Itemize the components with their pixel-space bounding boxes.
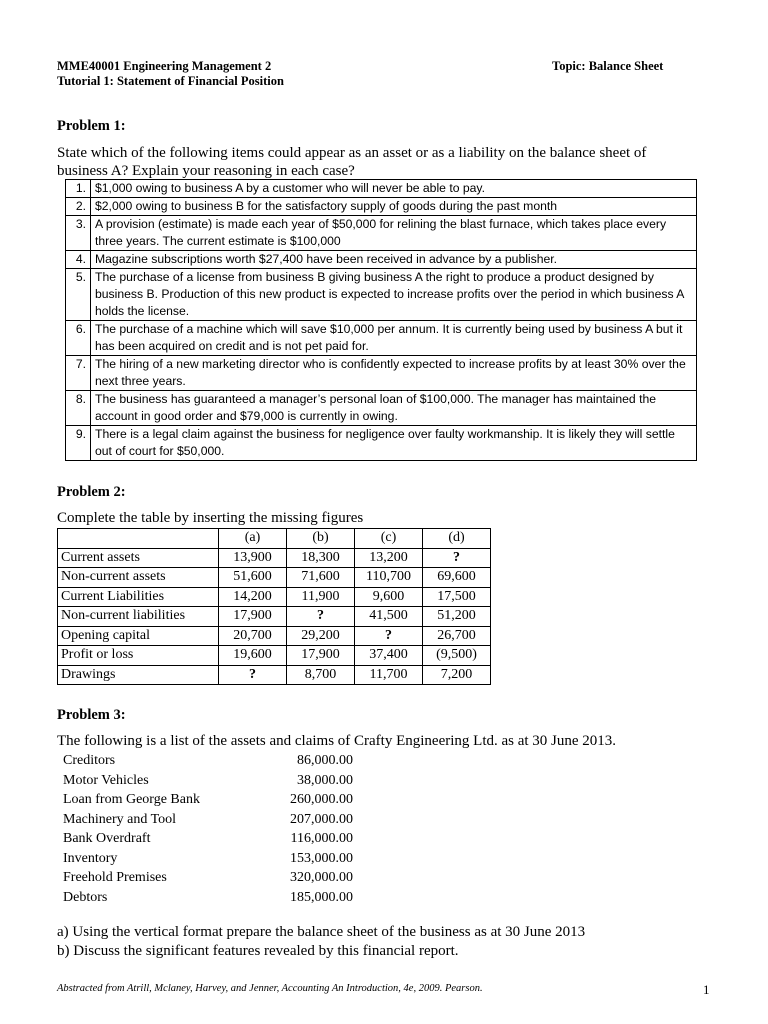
row-label: Drawings xyxy=(58,665,219,685)
value-cell: 13,200 xyxy=(355,548,423,568)
list-item xyxy=(63,829,353,848)
value-cell: 11,900 xyxy=(287,587,355,607)
item-number: 3. xyxy=(66,216,91,251)
item-amount: 207,000.00 xyxy=(290,811,353,827)
tutorial-title: Tutorial 1: Statement of Financial Position xyxy=(57,74,284,88)
problem1-intro-line2: business A? Explain your reasoning in each case? xyxy=(57,163,355,179)
item-number: 9. xyxy=(66,426,91,461)
table-row xyxy=(58,607,491,627)
row-label: Current assets xyxy=(58,548,219,568)
row-label: Profit or loss xyxy=(58,646,219,666)
value-cell: 14,200 xyxy=(219,587,287,607)
source-citation: Abstracted from Atrill, Mclaney, Harvey, and Jenner, Accounting An Introduction, 4e, 2009. Pearson. xyxy=(57,983,483,994)
item-amount: 185,000.00 xyxy=(290,889,353,905)
table-row xyxy=(66,321,697,356)
value-cell: 19,600 xyxy=(219,646,287,666)
problem3-intro: The following is a list of the assets and claims of Crafty Engineering Ltd. as at 30 June 2013. xyxy=(57,733,617,749)
column-header: (a) xyxy=(219,529,287,549)
list-item xyxy=(63,849,353,868)
item-number: 2. xyxy=(66,198,91,216)
item-text: The purchase of a machine which will save $10,000 per annum. It is currently being used by business A but it has been acquired on credit and is not pet paid for. xyxy=(91,321,697,356)
problem1-intro-line1: State which of the following items could appear as an asset or as a liability on the balance sheet of xyxy=(57,145,647,161)
problem1-heading: Problem 1: xyxy=(57,118,126,134)
value-cell: 8,700 xyxy=(287,665,355,685)
value-cell: (9,500) xyxy=(423,646,491,666)
course-code: MME40001 Engineering Management 2 xyxy=(57,59,272,73)
item-name: Motor Vehicles xyxy=(63,772,149,788)
table-row xyxy=(66,198,697,216)
problem2-intro: Complete the table by inserting the missing figures xyxy=(57,510,364,526)
value-cell: 71,600 xyxy=(287,568,355,588)
item-number: 7. xyxy=(66,356,91,391)
value-cell: 17,500 xyxy=(423,587,491,607)
item-name: Creditors xyxy=(63,753,116,768)
list-item xyxy=(63,771,353,790)
table-header-row xyxy=(58,529,491,549)
value-cell: 20,700 xyxy=(219,626,287,646)
item-text: The business has guaranteed a manager’s personal loan of $100,000. The manager has maintained the account in good order and $79,000 is currently in owing. xyxy=(91,391,697,426)
column-header: (b) xyxy=(287,529,355,549)
value-cell: 9,600 xyxy=(355,587,423,607)
value-cell: 110,700 xyxy=(355,568,423,588)
page-number: 1 xyxy=(703,982,710,997)
item-amount: 116,000.00 xyxy=(290,831,353,846)
table-row xyxy=(66,391,697,426)
item-name: Loan from George Bank xyxy=(63,792,200,807)
problem2-heading: Problem 2: xyxy=(57,484,126,500)
item-name: Inventory xyxy=(63,850,118,866)
value-cell: 17,900 xyxy=(219,607,287,627)
item-number: 6. xyxy=(66,321,91,356)
problem2-table xyxy=(57,528,491,685)
table-row xyxy=(58,568,491,588)
table-corner-cell xyxy=(58,529,219,549)
column-header: (d) xyxy=(423,529,491,549)
row-label: Opening capital xyxy=(58,626,219,646)
item-name: Machinery and Tool xyxy=(63,811,177,827)
item-text: There is a legal claim against the business for negligence over faulty workmanship. It is likely they will settle out of court for $50,000. xyxy=(91,426,697,461)
value-cell: 17,900 xyxy=(287,646,355,666)
table-row xyxy=(58,587,491,607)
item-number: 5. xyxy=(66,269,91,321)
missing-value-cell: ? xyxy=(287,607,355,627)
problem3-heading: Problem 3: xyxy=(57,707,126,723)
item-name: Bank Overdraft xyxy=(63,831,151,846)
item-name: Freehold Premises xyxy=(63,870,167,885)
value-cell: 51,200 xyxy=(423,607,491,627)
table-row xyxy=(58,626,491,646)
item-text: Magazine subscriptions worth $27,400 have been received in advance by a publisher. xyxy=(91,251,697,269)
table-row xyxy=(66,269,697,321)
row-label: Current Liabilities xyxy=(58,587,219,607)
table-row xyxy=(58,665,491,685)
item-number: 8. xyxy=(66,391,91,426)
list-item xyxy=(63,888,353,907)
table-row xyxy=(66,251,697,269)
item-amount: 320,000.00 xyxy=(290,870,353,885)
table-row xyxy=(66,216,697,251)
value-cell: 37,400 xyxy=(355,646,423,666)
item-text: The purchase of a license from business B giving business A the right to produce a product designed by business B. Production of this new product is expected to increase profits over the period in which business A holds the license. xyxy=(91,269,697,321)
table-row xyxy=(66,356,697,391)
missing-value-cell: ? xyxy=(355,626,423,646)
value-cell: 51,600 xyxy=(219,568,287,588)
value-cell: 11,700 xyxy=(355,665,423,685)
item-text: $2,000 owing to business B for the satisfactory supply of goods during the past month xyxy=(91,198,697,216)
item-amount: 86,000.00 xyxy=(297,753,353,768)
topic-label: Topic: Balance Sheet xyxy=(552,59,664,73)
row-label: Non-current assets xyxy=(58,568,219,588)
missing-value-cell: ? xyxy=(423,548,491,568)
value-cell: 13,900 xyxy=(219,548,287,568)
item-number: 4. xyxy=(66,251,91,269)
table-row xyxy=(58,646,491,666)
list-item xyxy=(63,868,353,887)
missing-value-cell: ? xyxy=(219,665,287,685)
table-row xyxy=(58,548,491,568)
item-amount: 38,000.00 xyxy=(297,772,353,788)
value-cell: 41,500 xyxy=(355,607,423,627)
list-item xyxy=(63,810,353,829)
value-cell: 7,200 xyxy=(423,665,491,685)
row-label: Non-current liabilities xyxy=(58,607,219,627)
item-text: A provision (estimate) is made each year of $50,000 for relining the blast furnace, which takes place every three years. The current estimate is $100,000 xyxy=(91,216,697,251)
table-row xyxy=(66,180,697,198)
item-name: Debtors xyxy=(63,889,108,905)
item-text: $1,000 owing to business A by a customer who will never be able to pay. xyxy=(91,180,697,198)
item-number: 1. xyxy=(66,180,91,198)
value-cell: 26,700 xyxy=(423,626,491,646)
value-cell: 18,300 xyxy=(287,548,355,568)
item-text: The hiring of a new marketing director who is confidently expected to increase profits by at least 30% over the next three years. xyxy=(91,356,697,391)
problem1-table xyxy=(65,179,697,461)
list-item xyxy=(63,790,353,809)
list-item xyxy=(63,751,353,770)
value-cell: 69,600 xyxy=(423,568,491,588)
table-row xyxy=(66,426,697,461)
value-cell: 29,200 xyxy=(287,626,355,646)
problem3-question-a: a) Using the vertical format prepare the balance sheet of the business as at 30 June 2013 xyxy=(57,924,586,940)
item-amount: 260,000.00 xyxy=(290,792,353,807)
item-amount: 153,000.00 xyxy=(290,850,353,866)
column-header: (c) xyxy=(355,529,423,549)
problem3-question-b: b) Discuss the significant features revealed by this financial report. xyxy=(57,943,459,959)
